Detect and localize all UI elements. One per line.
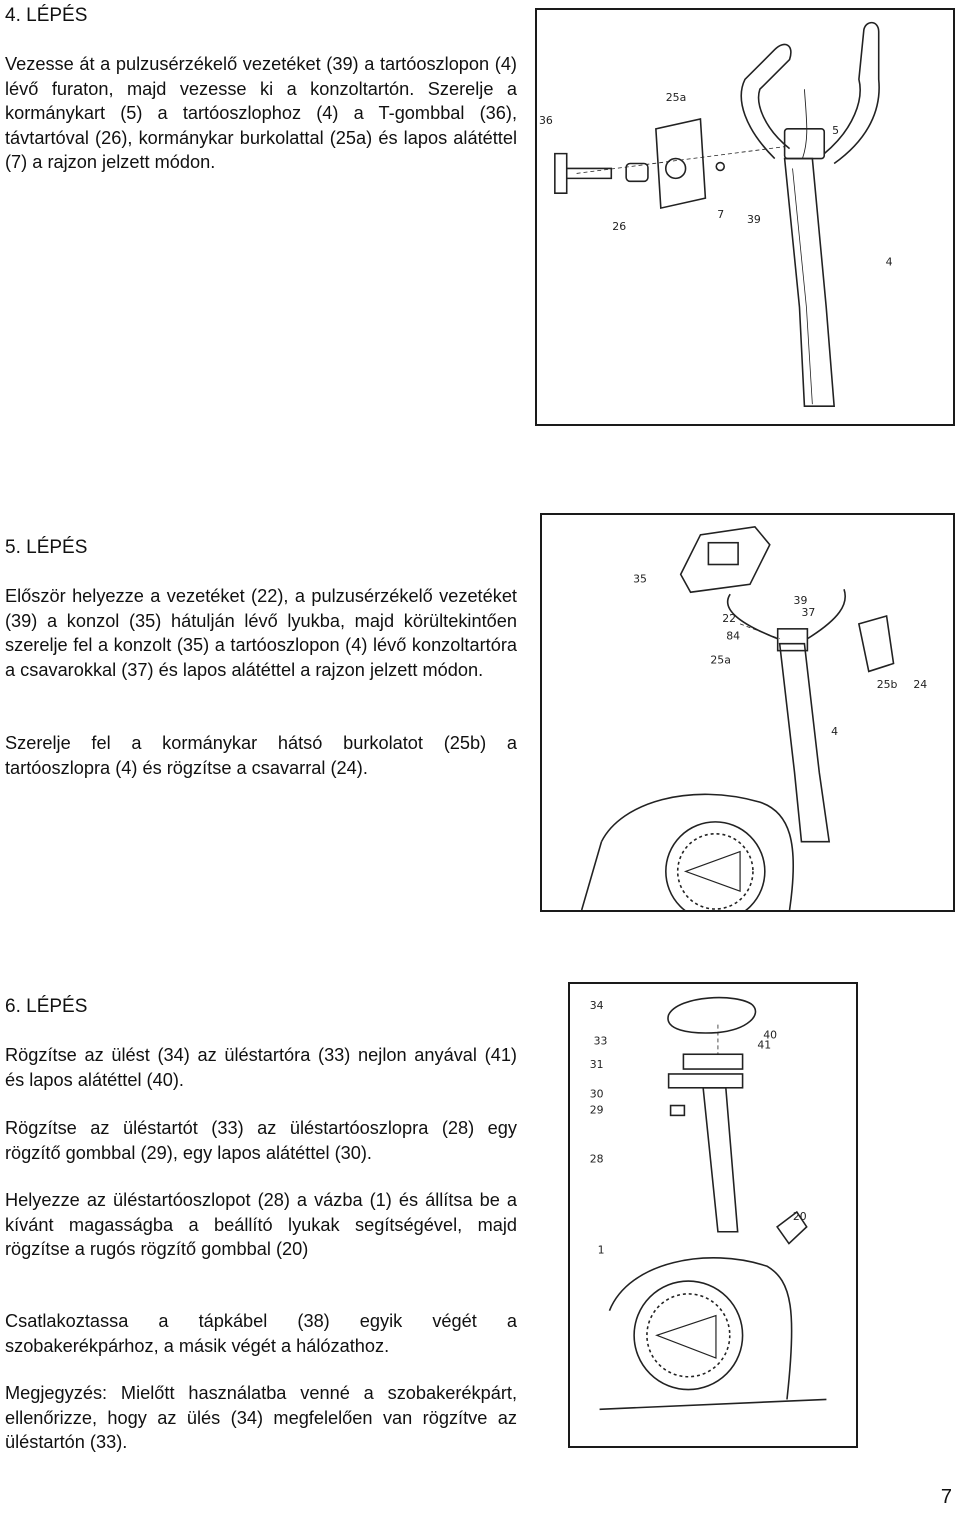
label-25a: 25a (665, 91, 687, 105)
label-33: 33 (593, 1034, 608, 1048)
step6-text-3: Helyezze az üléstartóoszlopot (28) a vázba (1) és állítsa be a kívánt magasságba a beállító lyukak segítségével, majd rögzítse a rugós rögzítő gombbal (20) (5, 1190, 517, 1259)
label-40: 40 (763, 1028, 778, 1042)
step6-figure (568, 982, 858, 1448)
label-28: 28 (589, 1152, 604, 1166)
step5-heading: 5. LÉPÉS (5, 537, 88, 558)
label-35: 35 (633, 572, 648, 586)
step6-figure-labels (590, 999, 807, 1257)
step4-figure (535, 8, 955, 426)
console-assembly-drawing (542, 515, 953, 910)
step4-heading: 4. LÉPÉS (5, 5, 88, 26)
step6-text-2: Rögzítse az üléstartót (33) az üléstartóoszlopra (28) egy rögzítő gombbal (29), egy lapos alátéttel (30). (5, 1118, 517, 1163)
step5-figure (540, 513, 955, 912)
step6-heading: 6. LÉPÉS (5, 996, 88, 1017)
step5-text-1: Először helyezze a vezetéket (22), a pulzusérzékelő vezetéket (39) a konzol (35) hátulján lévő lyukba, majd körültekintően szerelje fel a konzolt (35) a tartóoszlopon (4) lévő konzoltartóra a csavarokkal (37) és lapos alátéttel a rajzon jelzett módon. (5, 586, 517, 680)
step4-figure-labels (539, 91, 893, 268)
step6-text-5: Megjegyzés: Mielőtt használatba venné a szobakerékpárt, ellenőrizze, hogy az ülés (34) megfelelően van rögzítve az üléstartón (33). (5, 1383, 517, 1452)
step4-text: Vezesse át a pulzusérzékelő vezetéket (39) a tartóoszlopon (4) lévő furaton, majd vezesse ki a konzoltartón. Szerelje a kormánykart (5) a tartóoszlophoz (4) a T-gombbal (36), távtartóval (26), kormánykar burkolattal (25a) és lapos alátéttel (7) a rajzon jelzett módon. (5, 54, 517, 172)
label-4: 4 (885, 255, 893, 269)
label-36: 36 (538, 113, 553, 127)
label-24: 24 (913, 678, 928, 692)
step6-text-4: Csatlakoztassa a tápkábel (38) egyik végét a szobakerékpárhoz, a másik végét a hálózathoz. (5, 1311, 517, 1356)
label-20: 20 (792, 1209, 807, 1223)
page-number: 7 (940, 1486, 952, 1508)
step5-text-2: Szerelje fel a kormánykar hátsó burkolatot (25b) a tartóoszlopra (4) és rögzítse a csavarral (24). (5, 733, 517, 778)
label-31: 31 (589, 1058, 604, 1072)
seat-assembly-drawing (570, 984, 856, 1446)
step6-text-1: Rögzítse az ülést (34) az üléstartóra (33) nejlon anyával (41) és lapos alátéttel (40). (5, 1045, 517, 1090)
handlebar-assembly-drawing (537, 10, 953, 424)
label-4: 4 (831, 724, 839, 738)
label-7: 7 (717, 207, 725, 221)
label-39: 39 (746, 212, 761, 226)
label-29: 29 (589, 1103, 604, 1117)
label-37: 37 (801, 605, 816, 619)
label-41: 41 (757, 1038, 772, 1052)
label-39: 39 (793, 594, 808, 608)
label-84: 84 (726, 629, 741, 643)
label-5: 5 (832, 123, 840, 137)
label-1: 1 (597, 1243, 605, 1257)
label-30: 30 (589, 1087, 604, 1101)
label-25b: 25b (876, 678, 898, 692)
label-26: 26 (612, 219, 627, 233)
label-34: 34 (589, 998, 604, 1012)
label-22: 22 (722, 611, 737, 625)
label-25a: 25a (710, 653, 731, 667)
